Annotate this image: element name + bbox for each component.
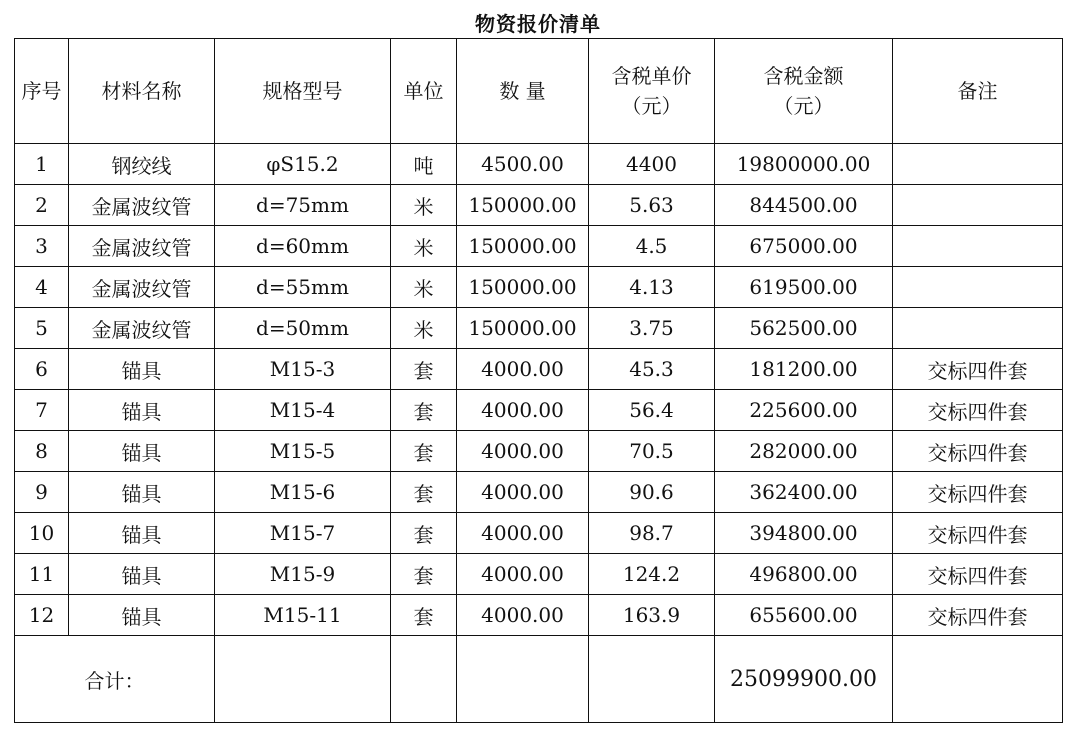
cell-unit: 米 <box>391 226 457 267</box>
table-row <box>15 267 1063 308</box>
table-row <box>15 554 1063 595</box>
header-seq: 序号 <box>15 39 69 144</box>
cell-price: 90.6 <box>589 472 715 513</box>
cell-price: 4.5 <box>589 226 715 267</box>
table-row <box>15 349 1063 390</box>
cell-price: 4.13 <box>589 267 715 308</box>
cell-unit: 吨 <box>391 144 457 185</box>
cell-qty: 4000.00 <box>457 390 589 431</box>
table-body <box>15 144 1063 636</box>
total-amount: 25099900.00 <box>715 636 893 723</box>
cell-seq: 11 <box>15 554 69 595</box>
total-price-cell <box>589 636 715 723</box>
header-spec: 规格型号 <box>215 39 391 144</box>
cell-unit: 套 <box>391 513 457 554</box>
cell-price: 70.5 <box>589 431 715 472</box>
cell-name: 金属波纹管 <box>69 185 215 226</box>
cell-spec: M15-6 <box>215 472 391 513</box>
cell-unit: 套 <box>391 472 457 513</box>
header-unit-price-line2: （元） <box>621 94 682 118</box>
cell-amount: 225600.00 <box>715 390 893 431</box>
cell-seq: 4 <box>15 267 69 308</box>
cell-amount: 394800.00 <box>715 513 893 554</box>
cell-unit: 米 <box>391 308 457 349</box>
cell-remark <box>893 144 1063 185</box>
cell-spec: d=60mm <box>215 226 391 267</box>
cell-qty: 4000.00 <box>457 431 589 472</box>
cell-seq: 12 <box>15 595 69 636</box>
cell-spec: d=75mm <box>215 185 391 226</box>
cell-spec: M15-3 <box>215 349 391 390</box>
cell-remark <box>893 308 1063 349</box>
total-row <box>15 636 1063 723</box>
cell-remark: 交标四件套 <box>893 513 1063 554</box>
header-amount <box>715 39 893 144</box>
cell-seq: 7 <box>15 390 69 431</box>
total-spec-cell <box>215 636 391 723</box>
cell-seq: 8 <box>15 431 69 472</box>
cell-remark <box>893 185 1063 226</box>
cell-name: 锚具 <box>69 431 215 472</box>
cell-price: 45.3 <box>589 349 715 390</box>
quote-table <box>14 38 1063 723</box>
header-amount-line1: 含税金额 <box>763 64 844 88</box>
cell-unit: 套 <box>391 554 457 595</box>
cell-amount: 675000.00 <box>715 226 893 267</box>
table-row <box>15 595 1063 636</box>
cell-name: 锚具 <box>69 595 215 636</box>
cell-amount: 619500.00 <box>715 267 893 308</box>
cell-amount: 362400.00 <box>715 472 893 513</box>
total-qty-cell <box>457 636 589 723</box>
cell-spec: M15-9 <box>215 554 391 595</box>
cell-price: 163.9 <box>589 595 715 636</box>
cell-price: 124.2 <box>589 554 715 595</box>
cell-name: 钢绞线 <box>69 144 215 185</box>
cell-price: 5.63 <box>589 185 715 226</box>
cell-seq: 9 <box>15 472 69 513</box>
cell-seq: 2 <box>15 185 69 226</box>
cell-amount: 844500.00 <box>715 185 893 226</box>
cell-price: 4400 <box>589 144 715 185</box>
table-row <box>15 513 1063 554</box>
header-name: 材料名称 <box>69 39 215 144</box>
total-label: 合计： <box>15 636 215 723</box>
cell-qty: 4000.00 <box>457 513 589 554</box>
total-unit-cell <box>391 636 457 723</box>
header-unit: 单位 <box>391 39 457 144</box>
cell-spec: M15-7 <box>215 513 391 554</box>
cell-price: 56.4 <box>589 390 715 431</box>
cell-amount: 282000.00 <box>715 431 893 472</box>
cell-remark <box>893 226 1063 267</box>
cell-qty: 150000.00 <box>457 308 589 349</box>
cell-unit: 套 <box>391 431 457 472</box>
cell-amount: 496800.00 <box>715 554 893 595</box>
cell-remark: 交标四件套 <box>893 349 1063 390</box>
cell-remark <box>893 267 1063 308</box>
cell-qty: 150000.00 <box>457 226 589 267</box>
cell-spec: d=50mm <box>215 308 391 349</box>
header-unit-price <box>589 39 715 144</box>
total-remark-cell <box>893 636 1063 723</box>
header-remark: 备注 <box>893 39 1063 144</box>
cell-seq: 10 <box>15 513 69 554</box>
cell-seq: 1 <box>15 144 69 185</box>
cell-spec: M15-11 <box>215 595 391 636</box>
cell-remark: 交标四件套 <box>893 390 1063 431</box>
cell-unit: 套 <box>391 595 457 636</box>
cell-price: 98.7 <box>589 513 715 554</box>
cell-remark: 交标四件套 <box>893 554 1063 595</box>
sheet-title: 物资报价清单 <box>475 12 601 36</box>
cell-spec: M15-4 <box>215 390 391 431</box>
cell-seq: 5 <box>15 308 69 349</box>
header-row <box>15 39 1063 144</box>
table-row <box>15 390 1063 431</box>
cell-name: 金属波纹管 <box>69 267 215 308</box>
header-qty: 数 量 <box>457 39 589 144</box>
cell-name: 锚具 <box>69 390 215 431</box>
cell-qty: 4000.00 <box>457 554 589 595</box>
cell-amount: 19800000.00 <box>715 144 893 185</box>
cell-name: 金属波纹管 <box>69 226 215 267</box>
table-row <box>15 472 1063 513</box>
cell-qty: 150000.00 <box>457 185 589 226</box>
cell-seq: 6 <box>15 349 69 390</box>
table-row <box>15 144 1063 185</box>
table-row <box>15 308 1063 349</box>
cell-qty: 4000.00 <box>457 349 589 390</box>
cell-name: 锚具 <box>69 513 215 554</box>
cell-name: 锚具 <box>69 472 215 513</box>
cell-spec: M15-5 <box>215 431 391 472</box>
cell-spec: d=55mm <box>215 267 391 308</box>
cell-unit: 套 <box>391 390 457 431</box>
header-unit-price-line1: 含税单价 <box>611 64 692 88</box>
cell-name: 金属波纹管 <box>69 308 215 349</box>
cell-qty: 4500.00 <box>457 144 589 185</box>
cell-remark: 交标四件套 <box>893 595 1063 636</box>
cell-spec: φS15.2 <box>215 144 391 185</box>
table-row <box>15 431 1063 472</box>
cell-remark: 交标四件套 <box>893 431 1063 472</box>
cell-amount: 562500.00 <box>715 308 893 349</box>
cell-name: 锚具 <box>69 349 215 390</box>
cell-unit: 套 <box>391 349 457 390</box>
table-row <box>15 226 1063 267</box>
cell-price: 3.75 <box>589 308 715 349</box>
cell-unit: 米 <box>391 185 457 226</box>
table-row <box>15 185 1063 226</box>
cell-unit: 米 <box>391 267 457 308</box>
cell-remark: 交标四件套 <box>893 472 1063 513</box>
cell-amount: 655600.00 <box>715 595 893 636</box>
header-amount-line2: （元） <box>773 94 834 118</box>
cell-name: 锚具 <box>69 554 215 595</box>
cell-qty: 4000.00 <box>457 472 589 513</box>
cell-qty: 150000.00 <box>457 267 589 308</box>
cell-qty: 4000.00 <box>457 595 589 636</box>
cell-seq: 3 <box>15 226 69 267</box>
cell-amount: 181200.00 <box>715 349 893 390</box>
